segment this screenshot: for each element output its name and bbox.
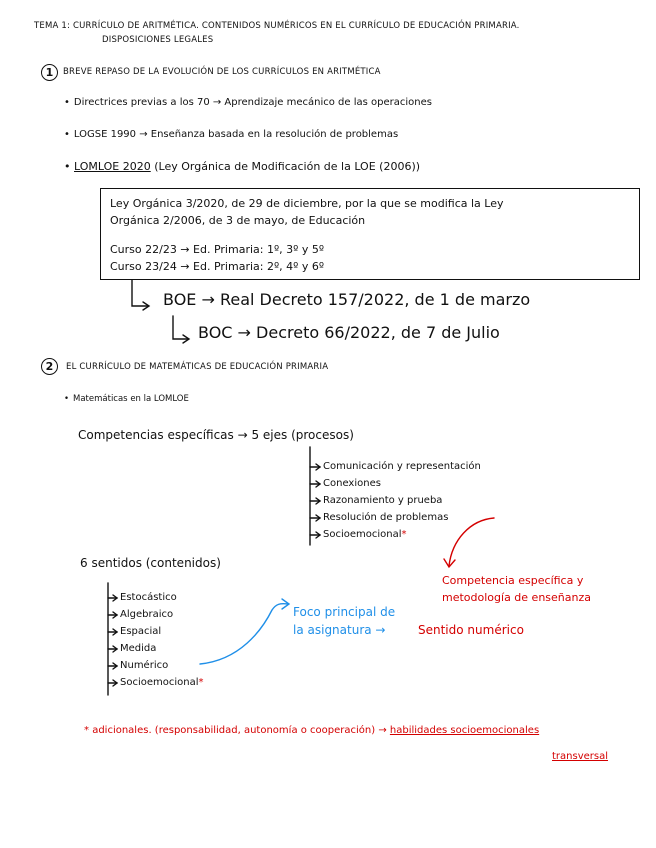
- bullet-logse: • LOGSE 1990 → Enseñanza basada en la resolución de problemas: [64, 130, 398, 140]
- boc-line: BOC → Decreto 66/2022, de 7 de Julio: [198, 323, 500, 342]
- lomloe-name: LOMLOE 2020: [74, 160, 151, 173]
- eje-item: Razonamiento y prueba: [323, 495, 443, 506]
- eje-socioemocional: Socioemocional: [323, 529, 402, 540]
- asterisk-mark: *: [401, 529, 407, 540]
- sentido-item: Algebraico: [120, 609, 174, 620]
- section-number-2: 2: [41, 358, 58, 375]
- header-subtitle: DISPOSICIONES LEGALES: [102, 35, 214, 45]
- sentido-item: Medida: [120, 643, 157, 654]
- ejes-note-line1: Competencia específica y: [442, 574, 584, 587]
- section-number-1: 1: [41, 64, 58, 81]
- sentido-item: Espacial: [120, 626, 162, 637]
- sentidos-title: 6 sentidos (contenidos): [80, 556, 221, 570]
- eje-item: Resolución de problemas: [323, 512, 449, 523]
- footnote-underlined: habilidades socioemocionales: [389, 725, 540, 736]
- asterisk-mark: *: [198, 677, 204, 688]
- foco-target: Sentido numérico: [418, 623, 524, 637]
- box-law-line1: Ley Orgánica 3/2020, de 29 de diciembre, por la que se modifica la Ley: [110, 197, 504, 210]
- ejes-note-line2: metodología de enseñanza: [442, 591, 591, 604]
- bullet-directrices: • Directrices previas a los 70 → Aprendizaje mecánico de las operaciones: [64, 98, 432, 108]
- bullet-dot: •: [64, 160, 74, 173]
- footnote-line2: transversal: [552, 751, 609, 762]
- section1-title: BREVE REPASO DE LA EVOLUCIÓN DE LOS CURRÍCULOS EN ARITMÉTICA: [63, 67, 381, 77]
- foco-line1: Foco principal de: [293, 605, 396, 619]
- box-law-line2: Orgánica 2/2006, de 3 de mayo, de Educación: [110, 214, 366, 227]
- boe-line: BOE → Real Decreto 157/2022, de 1 de marzo: [163, 290, 531, 309]
- sentido-item: Numérico: [120, 660, 169, 671]
- foco-line2: la asignatura →: [293, 623, 386, 637]
- sentido-socioemocional: Socioemocional: [120, 677, 199, 688]
- header-title: TEMA 1: CURRÍCULO DE ARITMÉTICA. CONTENIDOS NUMÉRICOS EN EL CURRÍCULO DE EDUCACIÓN PRIMARIA.: [34, 21, 520, 31]
- lomloe-description: (Ley Orgánica de Modificación de la LOE (2006)): [154, 160, 421, 173]
- box-curso-2: Curso 23/24 → Ed. Primaria: 2º, 4º y 6º: [110, 260, 325, 273]
- competencias-line: Competencias específicas → 5 ejes (procesos): [78, 428, 354, 442]
- footnote-mark: *: [84, 725, 89, 736]
- footnote-text: adicionales. (responsabilidad, autonomía o cooperación) →: [92, 725, 387, 736]
- bullet-matematicas: • Matemáticas en la LOMLOE: [64, 395, 189, 404]
- sentido-item: Estocástico: [120, 592, 177, 603]
- eje-item: Comunicación y representación: [323, 461, 481, 472]
- section2-title: EL CURRÍCULO DE MATEMÁTICAS DE EDUCACIÓN PRIMARIA: [66, 362, 329, 372]
- eje-item: Conexiones: [323, 478, 381, 489]
- box-curso-1: Curso 22/23 → Ed. Primaria: 1º, 3º y 5º: [110, 243, 325, 256]
